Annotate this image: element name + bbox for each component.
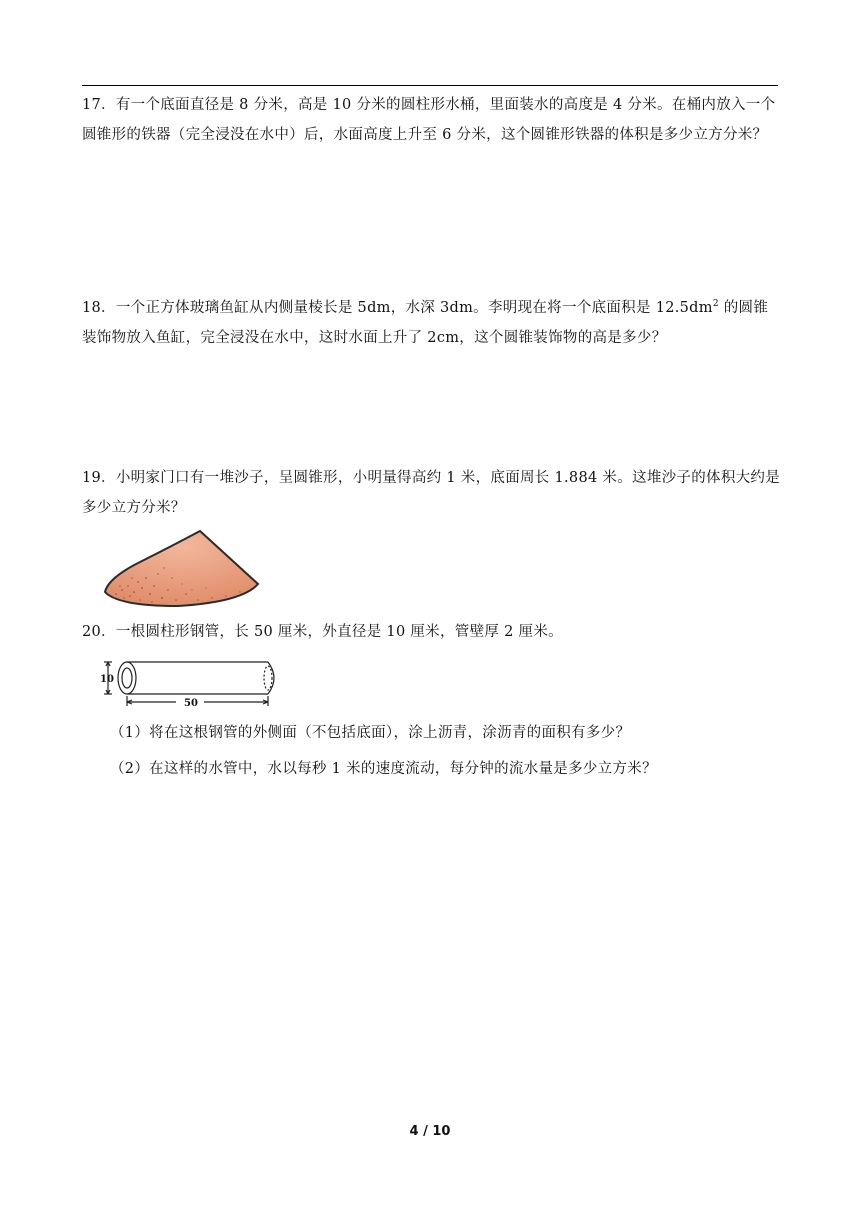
- question-17-text: 17．有一个底面直径是 8 分米，高是 10 分米的圆柱形水桶，里面装水的高度是 4 分米。在桶内放入一个圆锥形的铁器（完全浸没在水中）后，水面高度上升至 6 分米，这个圆锥形铁器的体积是多少立方分米？: [82, 97, 776, 143]
- question-20-part-2: （2）在这样的水管中，水以每秒 1 米的速度流动，每分钟的流水量是多少立方米？: [110, 761, 657, 777]
- question-20: [82, 617, 782, 647]
- question-18-text-b: 的圆锥装饰物放入鱼缸，完全浸没在水中，这时水面上升了 2cm，这个圆锥装饰物的高是多少？: [82, 300, 769, 346]
- pipe-diameter-label: 10: [100, 674, 114, 685]
- question-17: [82, 90, 782, 150]
- question-18-text-a: 18．一个正方体玻璃鱼缸从内侧量棱长是 5dm，水深 3dm。李明现在将一个底面积是 12.5dm: [82, 300, 713, 316]
- question-20-text: 20．一根圆柱形钢管，长 50 厘米，外直径是 10 厘米，管壁厚 2 厘米。: [82, 624, 563, 640]
- steel-pipe-figure: [100, 656, 284, 708]
- page-number: 4 / 10: [409, 1124, 451, 1139]
- question-19: [82, 463, 782, 523]
- pipe-length-label: 50: [184, 698, 198, 708]
- question-19-text: 19．小明家门口有一堆沙子，呈圆锥形，小明量得高约 1 米，底面周长 1.884 米。这堆沙子的体积大约是多少立方分米？: [82, 470, 781, 516]
- sand-cone-image: [102, 528, 262, 610]
- superscript: 2: [712, 299, 719, 310]
- question-18: [82, 293, 782, 353]
- question-20-part-1: （1）将在这根钢管的外侧面（不包括底面），涂上沥青，涂沥青的面积有多少？: [110, 725, 631, 741]
- header-rule: [82, 85, 778, 86]
- question-18-text: [82, 293, 782, 353]
